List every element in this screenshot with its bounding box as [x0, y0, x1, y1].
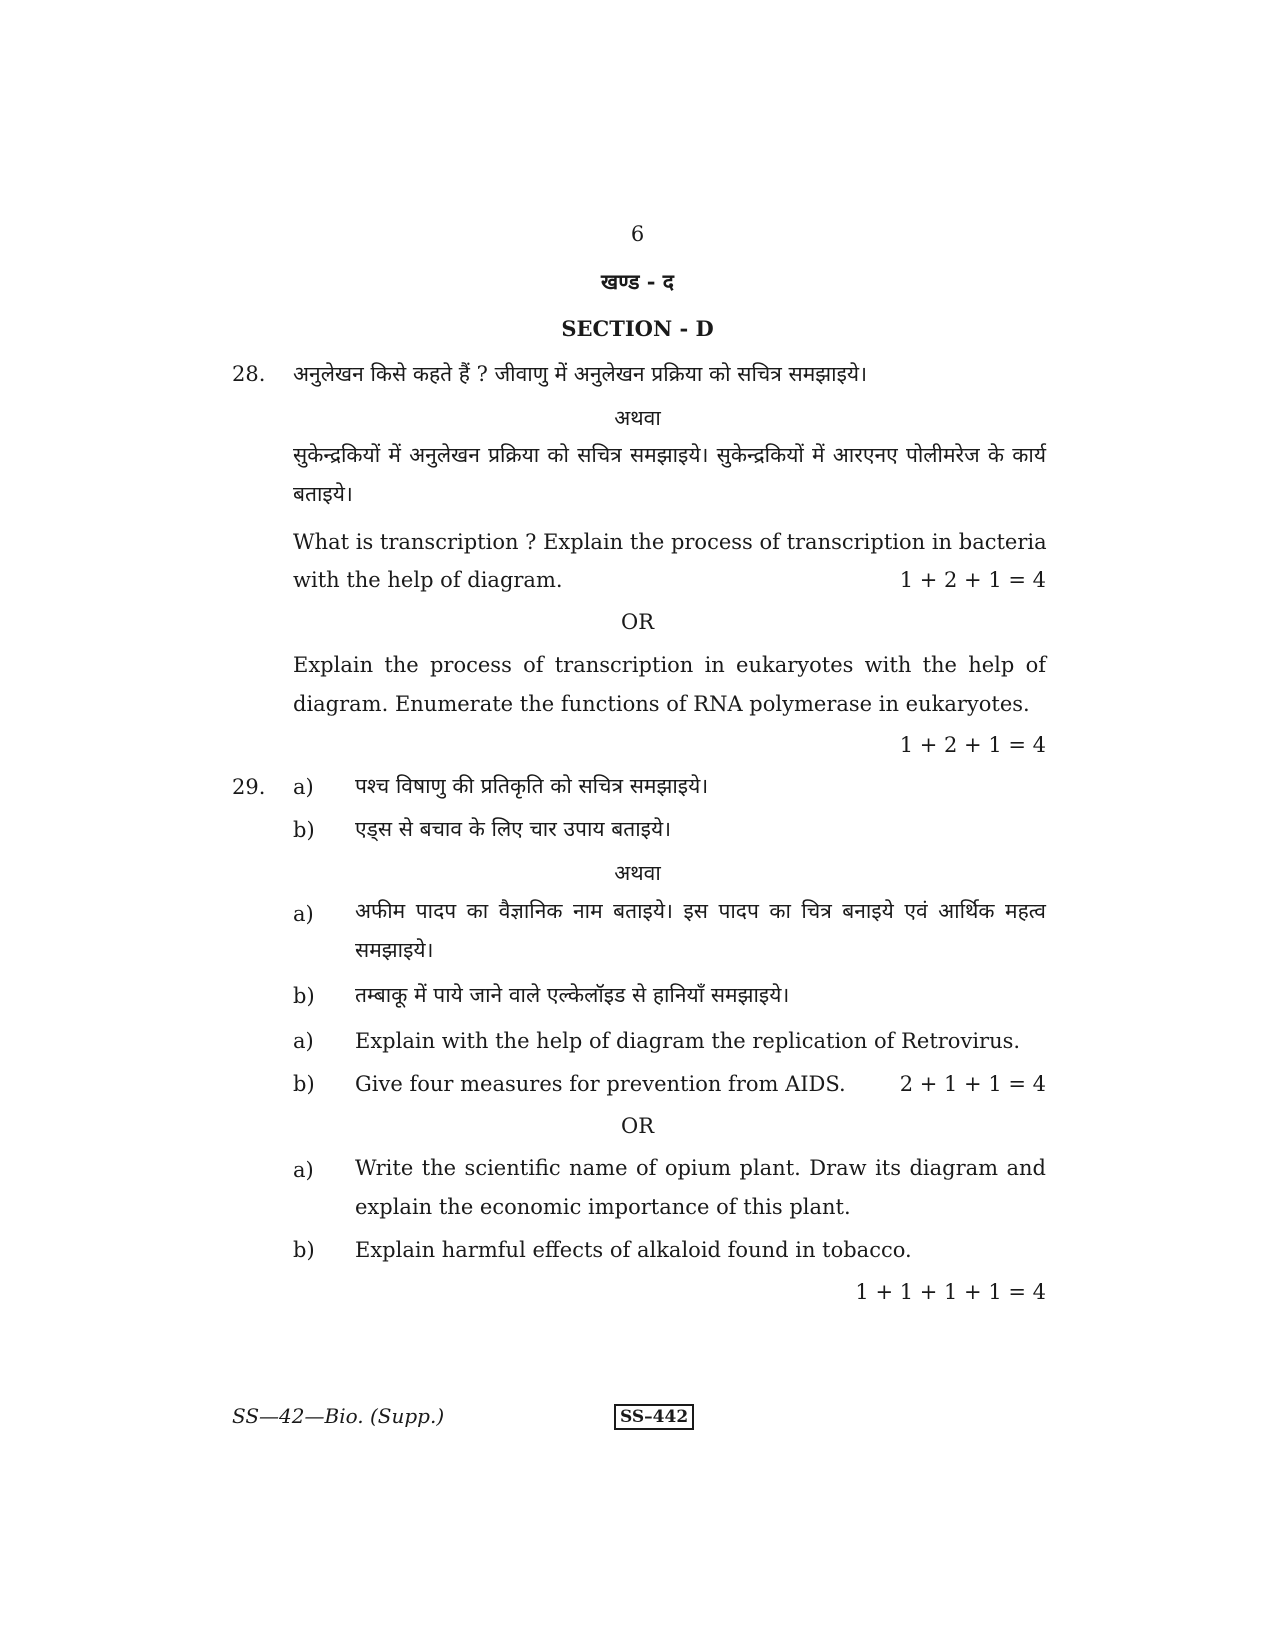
footer-paper-code: SS—42—Bio. (Supp.): [232, 1404, 445, 1428]
question-29b-hindi: एड्स से बचाव के लिए चार उपाय बताइये।: [355, 817, 672, 841]
question-29a-hindi: पश्च विषाणु की प्रतिकृति को सचित्र समझाइये।: [355, 774, 709, 798]
footer-series-code-box: SS–442: [614, 1404, 694, 1430]
label-b: b): [293, 1238, 315, 1262]
label-b: b): [293, 1072, 315, 1096]
or-divider-english: OR: [620, 1114, 655, 1138]
question-29b-english-alternative: Explain harmful effects of alkaloid found in tobacco.: [355, 1238, 912, 1262]
question-29-marks: 2 + 1 + 1 = 4: [899, 1072, 1046, 1096]
section-title-hindi: खण्ड - द: [601, 269, 674, 294]
question-29b-english: Give four measures for prevention from AIDS.: [355, 1072, 846, 1096]
question-29a-english-alternative: Write the scientific name of opium plant. Draw its diagram and explain the economic importance of this plant.: [355, 1156, 1046, 1219]
question-28-number: 28.: [232, 362, 266, 386]
section-title-english: SECTION - D: [561, 316, 714, 341]
question-29-number: 29.: [232, 775, 266, 799]
label-a: a): [293, 1029, 314, 1053]
page-number: 6: [630, 222, 645, 246]
question-29a-english: Explain with the help of diagram the replication of Retrovirus.: [355, 1029, 1021, 1053]
question-28-alternative-marks: 1 + 2 + 1 = 4: [899, 733, 1046, 757]
label-b: b): [293, 818, 315, 842]
question-29b-hindi-alternative: तम्बाकू में पाये जाने वाले एल्केलॉइड से हानियाँ समझाइये।: [355, 983, 790, 1007]
label-a: a): [293, 1158, 314, 1182]
question-29a-hindi-alternative: अफीम पादप का वैज्ञानिक नाम बताइये। इस पादप का चित्र बनाइये एवं आर्थिक महत्व समझाइये।: [355, 899, 1046, 962]
label-a: a): [293, 902, 314, 926]
label-b: b): [293, 984, 315, 1008]
question-28-english-alternative: Explain the process of transcription in eukaryotes with the help of diagram. Enumerate the functions of RNA polymerase in eukaryotes.: [293, 653, 1046, 716]
question-28-hindi: अनुलेखन किसे कहते हैं ? जीवाणु में अनुलेखन प्रक्रिया को सचित्र समझाइये।: [293, 362, 868, 386]
or-divider-hindi: अथवा: [614, 861, 661, 885]
question-28-english-line1: What is transcription ? Explain the process of transcription in bacteria: [293, 530, 1047, 554]
question-28-english-line2: with the help of diagram.: [293, 568, 563, 592]
or-divider-english: OR: [620, 610, 655, 634]
question-28-hindi-alternative: सुकेन्द्रकियों में अनुलेखन प्रक्रिया को सचित्र समझाइये। सुकेन्द्रकियों में आरएनए पोलीमरेज के कार्य बताइये।: [293, 443, 1046, 506]
question-28-marks: 1 + 2 + 1 = 4: [899, 568, 1046, 592]
question-29-alternative-marks: 1 + 1 + 1 + 1 = 4: [855, 1280, 1046, 1304]
or-divider-hindi: अथवा: [614, 406, 661, 430]
label-a: a): [293, 775, 314, 799]
